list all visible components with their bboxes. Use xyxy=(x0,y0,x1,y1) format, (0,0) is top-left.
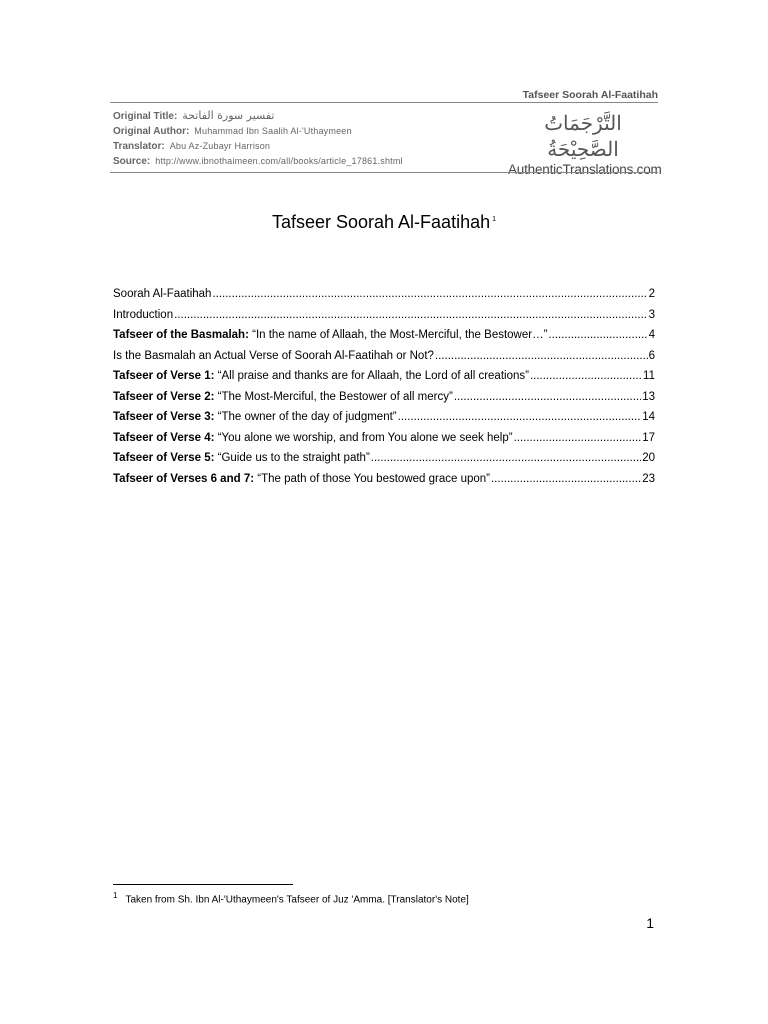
toc-leader-dots xyxy=(454,387,641,408)
toc-entry[interactable] xyxy=(113,428,655,449)
toc-entry[interactable] xyxy=(113,305,655,326)
toc-entry-label xyxy=(113,305,173,326)
toc-entry-text: “The path of those You bestowed grace upon” xyxy=(254,472,490,485)
toc-page-number: 20 xyxy=(642,452,655,464)
toc-entry-text: “In the name of Allaah, the Most-Merciful, the Bestower…” xyxy=(248,329,548,341)
toc-entry[interactable] xyxy=(113,407,655,428)
toc-entry[interactable] xyxy=(113,469,655,490)
publisher-logo xyxy=(508,110,662,178)
toc-page-number: 11 xyxy=(643,370,655,382)
toc-entry-text: Soorah Al-Faatihah xyxy=(113,288,212,300)
source-link[interactable]: http://www.ibnothaimeen.com/all/books/article_17861.shtml xyxy=(155,156,403,166)
toc-page-number: 17 xyxy=(642,431,655,444)
meta-value: Muhammad Ibn Saalih Al-'Uthaymeen xyxy=(194,126,352,136)
toc-entry[interactable] xyxy=(113,346,655,367)
toc-page-number: 3 xyxy=(648,308,655,321)
meta-label: Original Title: xyxy=(113,111,178,122)
toc-entry[interactable] xyxy=(113,325,655,346)
meta-value: Abu Az-Zubayr Harrison xyxy=(169,141,271,151)
toc-leader-dots xyxy=(212,284,647,305)
toc-entry-bold: Tafseer of Verse 5: xyxy=(113,452,215,464)
toc-leader-dots xyxy=(530,366,642,387)
toc-entry-bold: Tafseer of Verses 6 and 7: xyxy=(113,472,255,485)
title-text: Tafseer Soorah Al-Faatihah xyxy=(271,212,491,232)
toc-entry-label xyxy=(113,387,453,408)
page-number: 1 xyxy=(646,915,654,931)
logo-arabic-text: التَّرْجَمَاتُ الصَّحِيْحَةُ xyxy=(544,111,622,161)
toc-entry[interactable] xyxy=(113,284,655,305)
toc-entry[interactable] xyxy=(113,387,655,408)
toc-entry-label xyxy=(113,346,434,367)
logo-site-name: AuthenticTranslations.com xyxy=(508,162,662,177)
toc-leader-dots xyxy=(514,428,642,449)
toc-entry-bold: Tafseer of the Basmalah: xyxy=(113,329,249,341)
running-header: Tafseer Soorah Al-Faatihah xyxy=(522,89,658,101)
toc-leader-dots xyxy=(174,305,647,326)
title-footnote-ref[interactable]: 1 xyxy=(492,216,497,223)
meta-original-title xyxy=(113,108,503,124)
footnote-separator xyxy=(113,884,293,885)
toc-entry-text: Is the Basmalah an Actual Verse of Soorah Al-Faatihah or Not? xyxy=(113,349,434,362)
header-bottom-rule xyxy=(110,172,658,173)
toc-entry-label xyxy=(113,366,529,387)
meta-label: Source: xyxy=(113,156,151,167)
toc-page-number: 13 xyxy=(642,390,655,403)
toc-entry-text: “You alone we worship, and from You alone we seek help” xyxy=(214,431,513,444)
toc-page-number: 4 xyxy=(648,329,655,341)
meta-label: Original Author: xyxy=(113,126,190,137)
toc-entry-text: “The owner of the day of judgment” xyxy=(214,411,397,423)
toc-leader-dots xyxy=(548,325,647,346)
toc-entry-bold: Tafseer of Verse 3: xyxy=(113,411,215,423)
toc-entry[interactable] xyxy=(113,366,655,387)
footnote-text: Taken from Sh. Ibn Al-'Uthaymeen's Tafseer of Juz 'Amma. [Translator's Note] xyxy=(125,894,469,906)
meta-translator xyxy=(113,139,503,154)
toc-entry-label xyxy=(113,448,370,469)
toc-entry-text: Introduction xyxy=(113,308,174,321)
meta-source xyxy=(113,154,503,169)
metadata-block xyxy=(113,108,503,169)
toc-entry-bold: Tafseer of Verse 2: xyxy=(113,390,215,403)
header-top-rule xyxy=(110,102,658,103)
toc-leader-dots xyxy=(371,448,641,469)
toc-leader-dots xyxy=(398,407,642,428)
toc-entry-label xyxy=(113,428,513,449)
toc-page-number: 14 xyxy=(642,411,655,423)
toc-page-number: 2 xyxy=(648,288,655,300)
meta-label: Translator: xyxy=(113,141,165,152)
toc-entry-label xyxy=(113,407,397,428)
footnote xyxy=(113,889,469,907)
toc-leader-dots xyxy=(491,469,641,490)
toc-entry-label xyxy=(113,325,547,346)
document-title xyxy=(0,208,768,234)
toc-leader-dots xyxy=(435,346,648,367)
toc-entry-text: “The Most-Merciful, the Bestower of all mercy” xyxy=(214,390,453,403)
toc-entry[interactable] xyxy=(113,448,655,469)
toc-page-number: 23 xyxy=(642,472,655,485)
toc-page-number: 6 xyxy=(648,349,655,362)
toc-entry-bold: Tafseer of Verse 4: xyxy=(113,431,215,444)
meta-original-author xyxy=(113,124,503,139)
toc-entry-label xyxy=(113,469,490,490)
toc-entry-bold: Tafseer of Verse 1: xyxy=(113,370,215,382)
footnote-mark: 1 xyxy=(113,891,118,900)
toc-entry-label xyxy=(113,284,211,305)
table-of-contents xyxy=(113,284,655,489)
meta-value: تفسير سورة الفاتحة xyxy=(182,109,275,122)
toc-entry-text: “Guide us to the straight path” xyxy=(214,452,370,464)
toc-entry-text: “All praise and thanks are for Allaah, the Lord of all creations” xyxy=(214,370,529,382)
